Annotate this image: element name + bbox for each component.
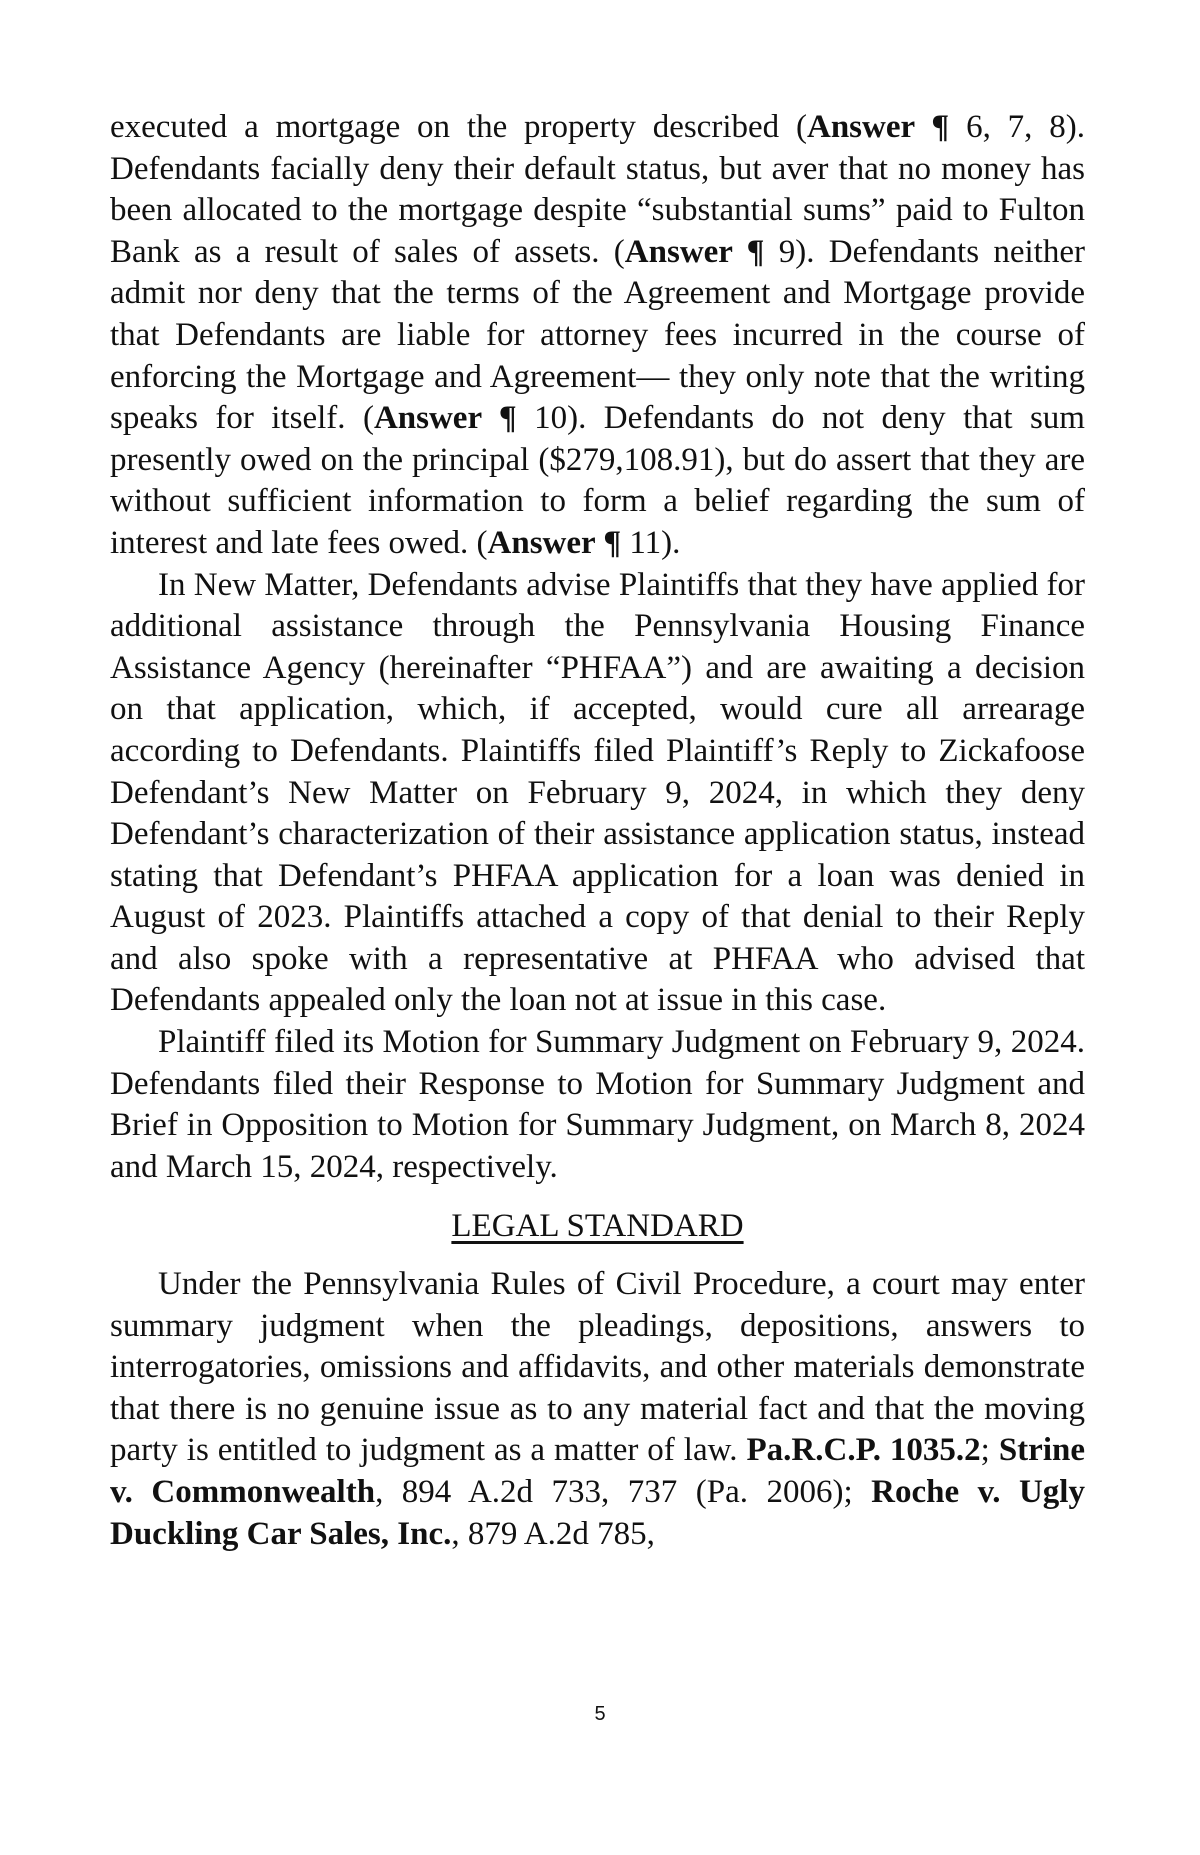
document-body (110, 107, 1085, 1555)
paragraph-legal-standard (110, 1264, 1085, 1555)
citation-answer: Answer ¶ (624, 233, 765, 270)
paragraph-motion-filing: Plaintiff filed its Motion for Summary Judgment on February 9, 2024. Defendants filed their Response to Motion for Summary Judgment and Brief in Opposition to Motion for Summary Judgment, on March 8, 2024 and March 15, 2024, respectively. (110, 1024, 1085, 1185)
page-number: 5 (594, 1703, 606, 1725)
text-run: 11). (621, 524, 681, 561)
citation-rule: Pa.R.C.P. 1035.2 (746, 1432, 981, 1469)
text-run: , 894 A.2d 733, 737 (Pa. 2006); (375, 1474, 872, 1510)
text-run: ; (980, 1432, 999, 1469)
citation-answer: Answer ¶ (806, 109, 950, 145)
paragraph-answer-summary (110, 107, 1085, 565)
citation-case: Strine v. Commonwealth (110, 1432, 1085, 1510)
text-run: 6, 7, 8). Defendants facially deny their default status, but aver that no money has been allocated to the mortgage despite “substantial sums” paid to Fulton Bank as a result of sales of assets. ( (110, 109, 1085, 270)
citation-answer: Answer ¶ (487, 524, 622, 561)
text-run: Under the Pennsylvania Rules of Civil Procedure, a court may enter summary judgment when the pleadings, depositions, answers to interrogatories, omissions and affidavits, and other materials demonstrate that there is no genuine issue as to any material fact and that the moving party is entitled to judgment as a matter of law. (110, 1266, 1085, 1469)
citation-answer: Answer ¶ (373, 400, 517, 437)
text-run: , 879 A.2d 785, (451, 1515, 655, 1552)
paragraph-new-matter: In New Matter, Defendants advise Plaintiffs that they have applied for additional assistance through the Pennsylvania Housing Finance Assistance Agency (hereinafter “PHFAA”) and are awaiting a decision on that application, which, if accepted, would cure all arrearage according to Defendants. Plaintiffs filed Plaintiff’s Reply to Zickafoose Defendant’s New Matter on February 9, 2024, in which they deny Defendant’s characterization of their assistance application status, instead stating that Defendant’s PHFAA application for a loan was denied in August of 2023. Plaintiffs attached a copy of that denial to their Reply and also spoke with a representative at PHFAA who advised that Defendants appealed only the loan not at issue in this case. (110, 566, 1085, 1019)
section-heading-legal-standard: LEGAL STANDARD (451, 1208, 744, 1245)
text-run: executed a mortgage on the property described ( (110, 109, 807, 145)
text-run: 9). Defendants neither admit nor deny that the terms of the Agreement and Mortgage provide that Defendants are liable for attorney fees incurred in the course of enforcing the Mortgage and Agreement— they only note that the writing speaks for itself. ( (110, 233, 1085, 437)
citation-case: Roche v. Ugly Duckling Car Sales, Inc. (110, 1474, 1085, 1552)
text-run: 10). Defendants do not deny that sum presently owed on the principal ($279,108.91), but do assert that they are without sufficient information to form a belief regarding the sum of interest and late fees owed. ( (110, 400, 1085, 561)
